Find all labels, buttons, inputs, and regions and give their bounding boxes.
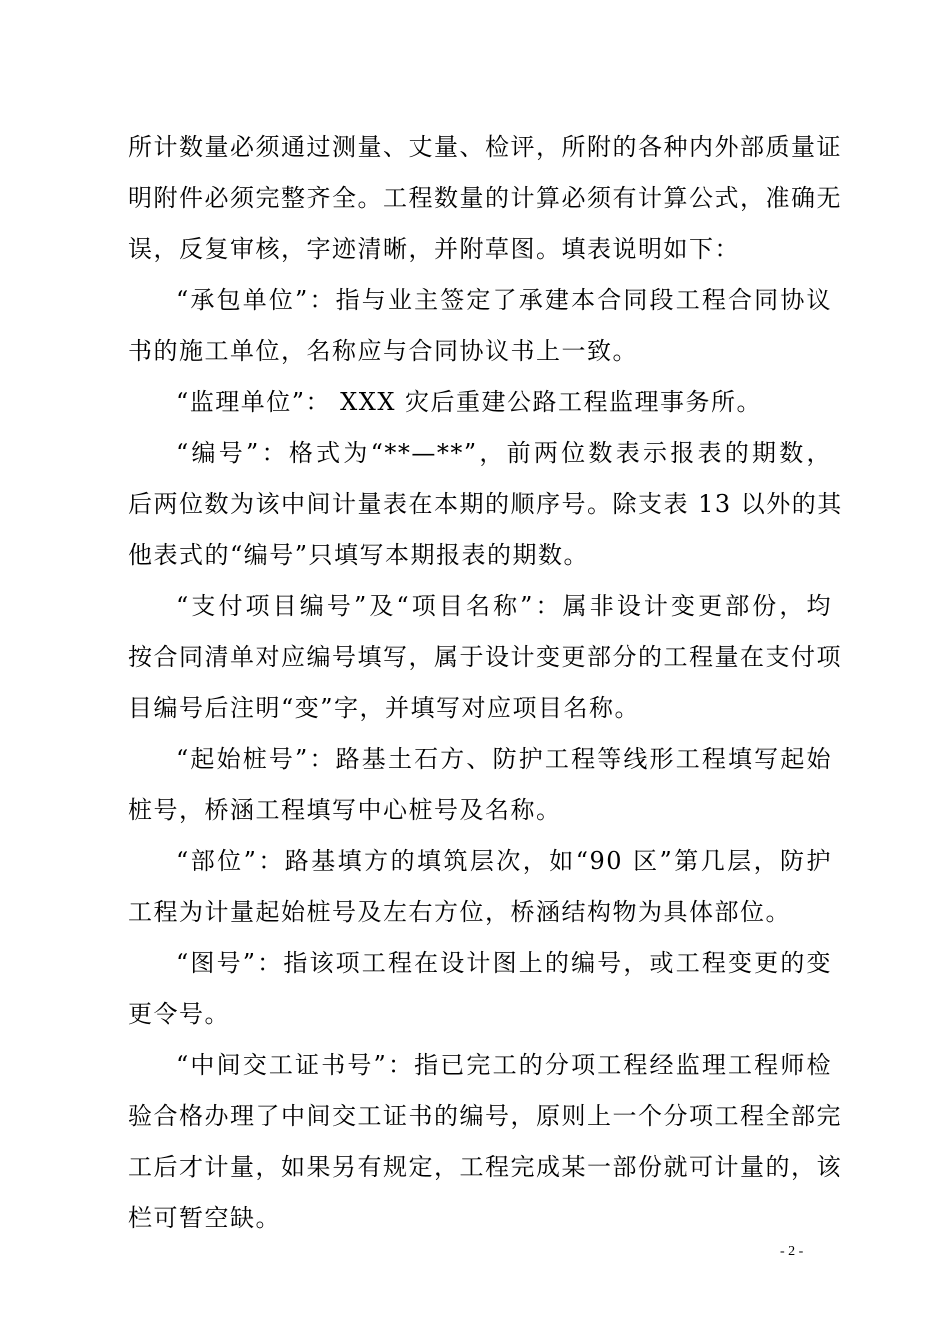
text-line: 工后才计量，如果另有规定，工程完成某一部份就可计量的，该 [128, 1153, 842, 1181]
paragraph [128, 275, 832, 377]
text-line: “中间交工证书号”：指已完工的分项工程经监理工程师检 [176, 1051, 832, 1079]
paragraph [128, 1040, 842, 1244]
text-line: 按合同清单对应编号填写，属于设计变更部分的工程量在支付项 [128, 643, 842, 671]
text-line: “图号”：指该项工程在设计图上的编号，或工程变更的变 [176, 949, 832, 977]
text-line: 所计数量必须通过测量、丈量、检评，所附的各种内外部质量证 [128, 133, 842, 161]
text-line: 误，反复审核，字迹清晰，并附草图。填表说明如下： [128, 235, 740, 263]
page-number: - 2 - [780, 1244, 804, 1259]
paragraph [128, 428, 843, 581]
text-line: 更令号。 [128, 1000, 230, 1028]
document-body [128, 122, 843, 1244]
text-line: 验合格办理了中间交工证书的编号，原则上一个分项工程全部完 [128, 1102, 842, 1130]
paragraph [128, 734, 832, 836]
text-line: 书的施工单位，名称应与合同协议书上一致。 [128, 337, 638, 365]
paragraph [128, 938, 832, 1040]
text-line: 栏可暂空缺。 [128, 1204, 281, 1232]
text-line: “承包单位”：指与业主签定了承建本合同段工程合同协议 [176, 286, 832, 314]
text-line: 后两位数为该中间计量表在本期的顺序号。除支表 13 以外的其 [128, 490, 843, 518]
text-line: 工程为计量起始桩号及左右方位，桥涵结构物为具体部位。 [128, 898, 791, 926]
text-line: “监理单位”： XXX 灾后重建公路工程监理事务所。 [176, 388, 763, 416]
paragraph [128, 581, 842, 734]
paragraph [128, 122, 842, 275]
text-line: “编号”：格式为“**—**”，前两位数表示报表的期数， [176, 439, 832, 467]
text-line: 明附件必须完整齐全。工程数量的计算必须有计算公式，准确无 [128, 184, 842, 212]
text-line: “起始桩号”：路基土石方、防护工程等线形工程填写起始 [176, 745, 832, 773]
paragraph [128, 377, 832, 428]
paragraph [128, 836, 832, 938]
text-line: 他表式的“编号”只填写本期报表的期数。 [128, 541, 590, 569]
text-line: “部位”：路基填方的填筑层次，如“90 区”第几层，防护 [176, 847, 832, 875]
text-line: 目编号后注明“变”字，并填写对应项目名称。 [128, 694, 641, 722]
text-line: 桩号，桥涵工程填写中心桩号及名称。 [128, 796, 562, 824]
text-line: “支付项目编号”及“项目名称”：属非设计变更部份，均 [176, 592, 832, 620]
